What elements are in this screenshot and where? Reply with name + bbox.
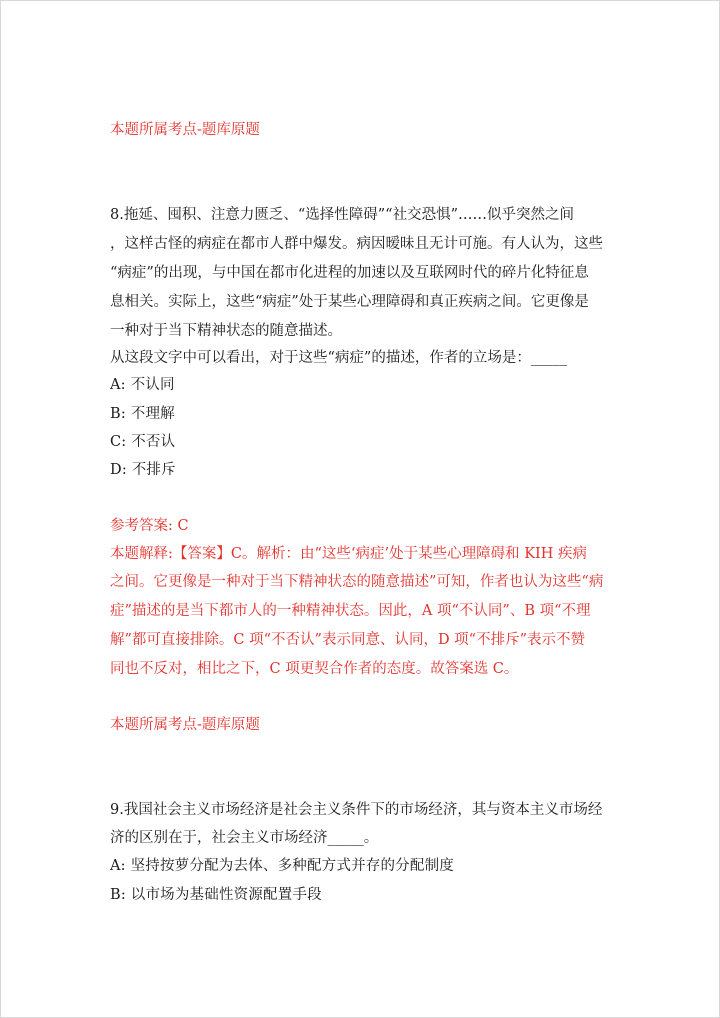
option-a: A: 坚持按萝分配为去体、多种配方式并存的分配制度 <box>110 858 454 874</box>
question-8-text-line: 息相关。实际上，这些“病症”处于某些心理障碍和真正疾病之间。它更像是 <box>110 294 589 310</box>
answer-label: 参考答案: C <box>110 518 189 534</box>
section-label: 本题所属考点-题库原题 <box>110 717 260 733</box>
question-8-prompt: 从这段文字中可以看出，对于这些“病症”的描述，作者的立场是：_____ <box>110 350 568 366</box>
option-a: A: 不认同 <box>110 377 175 393</box>
question-8-text-line: ，这样古怪的病症在都市人群中爆发。病因暧昧且无计可施。有人认为，这些 <box>110 236 603 252</box>
explanation-line: 本题解释:【答案】C。解析：由“这些‘病症’处于某些心理障碍和 KIH 疾病 <box>110 546 588 562</box>
question-8-text-line: 8.拖延、囤积、注意力匮乏、“选择性障碍”“社交恐惧”……似乎突然之间 <box>110 207 574 223</box>
question-8-text-line: “病症”的出现，与中国在都市化进程的加速以及互联网时代的碎片化特征息 <box>110 265 589 281</box>
question-9-text-line: 济的区别在于，社会主义市场经济_____。 <box>110 830 379 846</box>
question-8-text-line: 一种对于当下精神状态的随意描述。 <box>110 323 342 339</box>
question-9-text-line: 9.我国社会主义市场经济是社会主义条件下的市场经济，其与资本主义市场经 <box>110 802 603 818</box>
option-c: C: 不否认 <box>110 434 176 450</box>
explanation-line: 解”都可直接排除。C 项“不否认”表示同意、认同，D 项“不排斥”表示不赞 <box>110 632 585 648</box>
option-b: B: 不理解 <box>110 406 175 422</box>
option-d: D: 不排斥 <box>110 462 176 478</box>
option-b: B: 以市场为基础性资源配置手段 <box>110 887 322 903</box>
section-label-top: 本题所属考点-题库原题 <box>110 122 260 138</box>
explanation-line: 之间。它更像是一种对于当下精神状态的随意描述”可知，作者也认为这些“病 <box>110 574 604 590</box>
explanation-line: 同也不反对，相比之下，C 项更契合作者的态度。故答案选 C。 <box>110 661 519 677</box>
explanation-line: 症”描述的是当下都市人的一种精神状态。因此，A 项“不认同”、B 项“不理 <box>110 603 591 619</box>
